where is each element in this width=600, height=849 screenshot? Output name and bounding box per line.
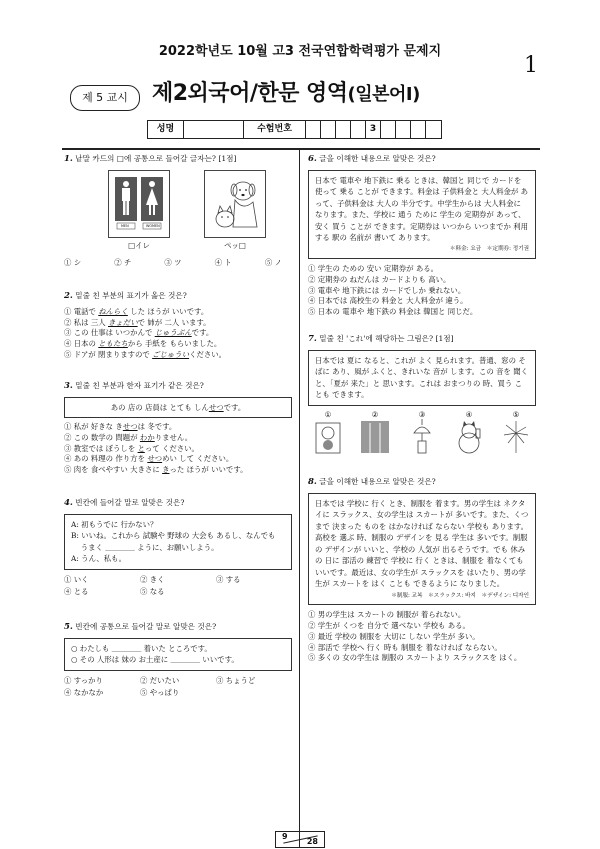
question-7 bbox=[308, 334, 536, 457]
name-label: 성명 bbox=[148, 121, 184, 138]
option-5[interactable]: ⑤ なる bbox=[140, 587, 165, 597]
question-number: 4. bbox=[64, 498, 73, 509]
question-number: 7. bbox=[308, 334, 317, 345]
dialogue-box bbox=[64, 514, 292, 570]
right-column bbox=[308, 154, 536, 664]
option-1[interactable]: ① 男の学生は スカートの 制服が 着られない。 bbox=[308, 610, 466, 620]
women-label: WOMEN bbox=[146, 223, 160, 228]
option-2[interactable]: ② だいたい bbox=[140, 675, 180, 685]
column-divider bbox=[299, 148, 300, 848]
option-2[interactable]: ② bbox=[355, 410, 395, 458]
underlined-word: ともたち bbox=[98, 339, 128, 348]
option-2[interactable]: ② 私は 三人 きょだいで 姉が 二人 います。 bbox=[64, 317, 211, 327]
underlined-word: きょだい bbox=[108, 317, 138, 327]
option-3[interactable]: ③ 電車や 地下鉄には カードでしか 乗れない。 bbox=[308, 285, 466, 295]
exam-number-cell[interactable] bbox=[336, 121, 351, 138]
option-2[interactable]: ② チ bbox=[114, 257, 132, 267]
option-1[interactable]: ① 電話で ねんらく した ほうが いいです。 bbox=[64, 306, 209, 316]
exam-number-cell[interactable] bbox=[381, 121, 396, 138]
option-5[interactable]: ⑤ bbox=[496, 410, 536, 458]
answer-options bbox=[64, 258, 292, 267]
option-3[interactable]: ③ ツ bbox=[164, 257, 182, 267]
card-1-label: □イレ bbox=[128, 240, 150, 250]
question-text bbox=[64, 291, 292, 302]
answer-options bbox=[64, 676, 292, 698]
exam-number-cell[interactable] bbox=[396, 121, 411, 138]
passage-text: 日本では 学校に 行く とき、制服を 着ます。男の学生は ネクタイに スラックス、女の学生は スカートが 多いです。また、くつまで 決まった ものを はかなければ ならない 学校も あります。高校を 選ぶ 時、制服の デザインを 見る 学生は 多いです。制服の デザインが いいと、学校の 人気が 出るそうです。でも 休みの 日に 部活の 練習で 学校に 行く ときは、制服を 着なくても いいです。最近は、女の学生が スラックスを はいたり、男の学生が スカートを はく ことも できるように なりました。 bbox=[315, 498, 529, 589]
question-number: 2. bbox=[64, 291, 73, 302]
option-1[interactable]: ① いく bbox=[64, 574, 89, 584]
question-8 bbox=[308, 477, 536, 662]
question-5 bbox=[64, 622, 292, 697]
question-prompt: 글을 이해한 내용으로 알맞은 것은? bbox=[319, 477, 436, 487]
dialogue-line: A: 初もうでに 行かない？ bbox=[71, 519, 158, 529]
question-prompt: 글을 이해한 내용으로 알맞은 것은? bbox=[319, 154, 436, 163]
exam-number-cell: 3 bbox=[366, 121, 381, 138]
subject-main: 제2외국어/한문 영역 bbox=[152, 81, 348, 106]
option-1[interactable]: ① bbox=[308, 410, 348, 458]
page-number: 1 bbox=[524, 53, 538, 78]
picture-options bbox=[308, 410, 536, 458]
wind-chime-icon bbox=[402, 419, 442, 455]
option-3[interactable]: ③ bbox=[402, 410, 442, 458]
exam-number-cell[interactable] bbox=[306, 121, 321, 138]
option-5[interactable]: ⑤ 多くの 女の学生は 制服の スカートより スラックスを はく。 bbox=[308, 653, 522, 663]
question-6 bbox=[308, 154, 536, 316]
vocab-note: ＊料金: 요금 ＊定期券: 정기권 bbox=[449, 246, 529, 253]
option-2[interactable]: ② 定期券の ねだんは カードよりも 高い。 bbox=[308, 274, 451, 284]
sentence-line: ○ わたしも ＿＿＿＿ 着いた ところです。 bbox=[71, 643, 212, 653]
lucky-cat-icon bbox=[449, 419, 489, 455]
question-1 bbox=[64, 154, 292, 267]
example-box: あの 店の 店員は とても しんせつです。 bbox=[64, 397, 292, 418]
option-1[interactable]: ① シ bbox=[64, 257, 82, 267]
word-cards bbox=[64, 170, 292, 250]
question-number: 5. bbox=[64, 622, 73, 633]
option-2[interactable]: ② きく bbox=[140, 574, 165, 584]
passage-box bbox=[308, 170, 536, 259]
option-1[interactable]: ① 私が 好きな きせつは 冬です。 bbox=[64, 422, 177, 432]
dialogue-line: うまく ＿＿＿＿ ように、お願いしよう。 bbox=[71, 542, 219, 552]
dialogue-line: A: うん、私も。 bbox=[71, 554, 126, 564]
option-3[interactable]: ③ ちょうど bbox=[216, 675, 256, 685]
footer-total: 28 bbox=[306, 837, 318, 846]
option-4[interactable]: ④ あの 料理の 作り方を せつめい して ください。 bbox=[64, 454, 234, 464]
option-5[interactable]: ⑤ ノ bbox=[264, 257, 282, 267]
left-column bbox=[64, 154, 292, 697]
name-field[interactable] bbox=[184, 121, 244, 138]
passage-text: 日本で 電車や 地下鉄に 乗る ときは、韓国と 同じで カードを 使って 乗る ことが できます。料金は 子供料金と 大人料金が あって、子供料金は 大人の 半分です。中学生からは 大人料金に なります。また、学校に 通う ために 学生の 定期券が あって、安く 買う ことが できます。定期券は いつから いつまでか 利用する 駅の 名前が 書いて あります。 bbox=[315, 175, 529, 242]
vocab-note: ＊制服: 교복 ＊スラックス: 바지 ＊デザイン: 디자인 bbox=[391, 592, 529, 599]
pets-image bbox=[204, 170, 266, 238]
option-1[interactable]: ① 学生の ための 安い 定期券が ある。 bbox=[308, 264, 438, 274]
question-text bbox=[64, 381, 292, 392]
option-4[interactable]: ④ 部活で 学校へ 行く 時も 制服を 着なければ ならない。 bbox=[308, 642, 502, 652]
daruma-doll-icon bbox=[308, 419, 348, 455]
sentence-line: ○ その 人形は 妹の お土産に ＿＿＿＿ いいです。 bbox=[71, 655, 239, 665]
noren-curtain-icon bbox=[355, 419, 395, 455]
sentence-box bbox=[64, 638, 292, 671]
id-row bbox=[147, 120, 442, 139]
option-5[interactable]: ⑤ やっぱり bbox=[140, 688, 180, 698]
option-3[interactable]: ③ する bbox=[216, 574, 241, 584]
question-text bbox=[308, 334, 536, 345]
option-5[interactable]: ⑤ 肉を 食べやすい 大きさに きった ほうが いいです。 bbox=[64, 465, 248, 475]
question-prompt: 밑줄 친 부분과 한자 표기가 같은 것은? bbox=[75, 381, 204, 390]
question-number: 3. bbox=[64, 381, 73, 391]
question-prompt: 밑줄 친 부분의 표기가 옳은 것은? bbox=[75, 291, 187, 301]
period-badge: 제 5 교시 bbox=[70, 85, 140, 111]
underlined-word: ねんらく bbox=[98, 306, 128, 316]
option-4[interactable]: ④ 日本の ともたちから 手紙を もらいました。 bbox=[64, 339, 222, 348]
option-1[interactable]: ① すっかり bbox=[64, 675, 103, 685]
footer-page: 9 bbox=[282, 832, 288, 841]
exam-number-cell[interactable] bbox=[426, 121, 441, 138]
question-text bbox=[308, 154, 536, 165]
men-label: MEN bbox=[121, 223, 129, 228]
option-5[interactable]: ⑤ 日本の 電車や 地下鉄の 料金は 韓国と 同じだ。 bbox=[308, 307, 478, 317]
option-5[interactable]: ⑤ ドアが 閉まりますので ごじゅういください。 bbox=[64, 349, 227, 359]
option-3[interactable]: ③ 最近 学校の 制服を 大切に しない 学生が 多い。 bbox=[308, 631, 480, 641]
page-footer bbox=[275, 831, 325, 848]
restroom-sign-image bbox=[108, 170, 170, 238]
answer-options bbox=[64, 575, 292, 597]
option-4[interactable]: ④ なかなか bbox=[64, 688, 104, 698]
question-number: 8. bbox=[308, 477, 317, 488]
header-rule bbox=[62, 148, 540, 150]
question-text bbox=[64, 622, 292, 633]
exam-number-label: 수험번호 bbox=[244, 121, 306, 138]
exam-number-cell[interactable] bbox=[411, 121, 426, 138]
option-2[interactable]: ② 学生が くつを 自分で 選べない 学校も ある。 bbox=[308, 621, 470, 631]
question-prompt: 빈칸에 공통으로 들어갈 말로 알맞은 것은? bbox=[75, 622, 217, 632]
question-text bbox=[308, 477, 536, 488]
exam-number-cell[interactable] bbox=[321, 121, 336, 138]
passage-box bbox=[308, 493, 536, 605]
option-4[interactable]: ④ 日本では 高校生の 料金と 大人料金が 違う。 bbox=[308, 296, 468, 306]
exam-title: 2022학년도 10월 고3 전국연합학력평가 문제지 bbox=[158, 44, 442, 59]
underlined-word: じゅうぶん bbox=[154, 328, 192, 338]
underlined-word: ごじゅうい bbox=[152, 349, 190, 359]
option-3[interactable]: ③ この 仕事は いつかんで じゅうぶんです。 bbox=[64, 328, 214, 338]
question-prompt: 빈칸에 들어갈 말로 알맞은 것은? bbox=[75, 498, 185, 508]
question-number: 1. bbox=[64, 154, 73, 164]
question-3 bbox=[64, 381, 292, 474]
option-4[interactable]: ④ bbox=[449, 410, 489, 458]
subject-sub: (일본어Ⅰ) bbox=[347, 84, 420, 105]
dialogue-line: B: いいね。これから 試験や 野球の 大会も あるし、なんでも bbox=[71, 531, 276, 541]
question-4 bbox=[64, 498, 292, 596]
question-number: 6. bbox=[308, 154, 317, 164]
question-prompt: 낱말 카드의 □에 공통으로 들어갈 글자는? [1점] bbox=[75, 154, 237, 163]
underlined-word: せつ bbox=[208, 402, 224, 412]
exam-number-cell[interactable] bbox=[351, 121, 366, 138]
option-4[interactable]: ④ とる bbox=[64, 587, 89, 597]
fireworks-icon bbox=[496, 419, 536, 455]
question-text bbox=[64, 154, 292, 165]
option-2[interactable]: ② この 数学の 問題が わかりません。 bbox=[64, 432, 193, 442]
card-2-label: ペッ□ bbox=[224, 240, 246, 250]
subject-title bbox=[152, 80, 420, 108]
question-2 bbox=[64, 291, 292, 359]
passage-box: 日本では 夏に なると、これが よく 見られます。普通、窓の そばに あり、風が ふくと、きれいな 音が します。この 音を 聞くと、「夏が 来た」と 思います。これは おまつりの 時、買う ことも できます。 bbox=[308, 350, 536, 406]
question-text bbox=[64, 498, 292, 509]
question-prompt: 밑줄 친 'これ'에 해당하는 그림은? [1점] bbox=[319, 334, 454, 344]
option-3[interactable]: ③ 教室では ぼうしを とって ください。 bbox=[64, 443, 199, 453]
option-4[interactable]: ④ ト bbox=[214, 257, 232, 267]
